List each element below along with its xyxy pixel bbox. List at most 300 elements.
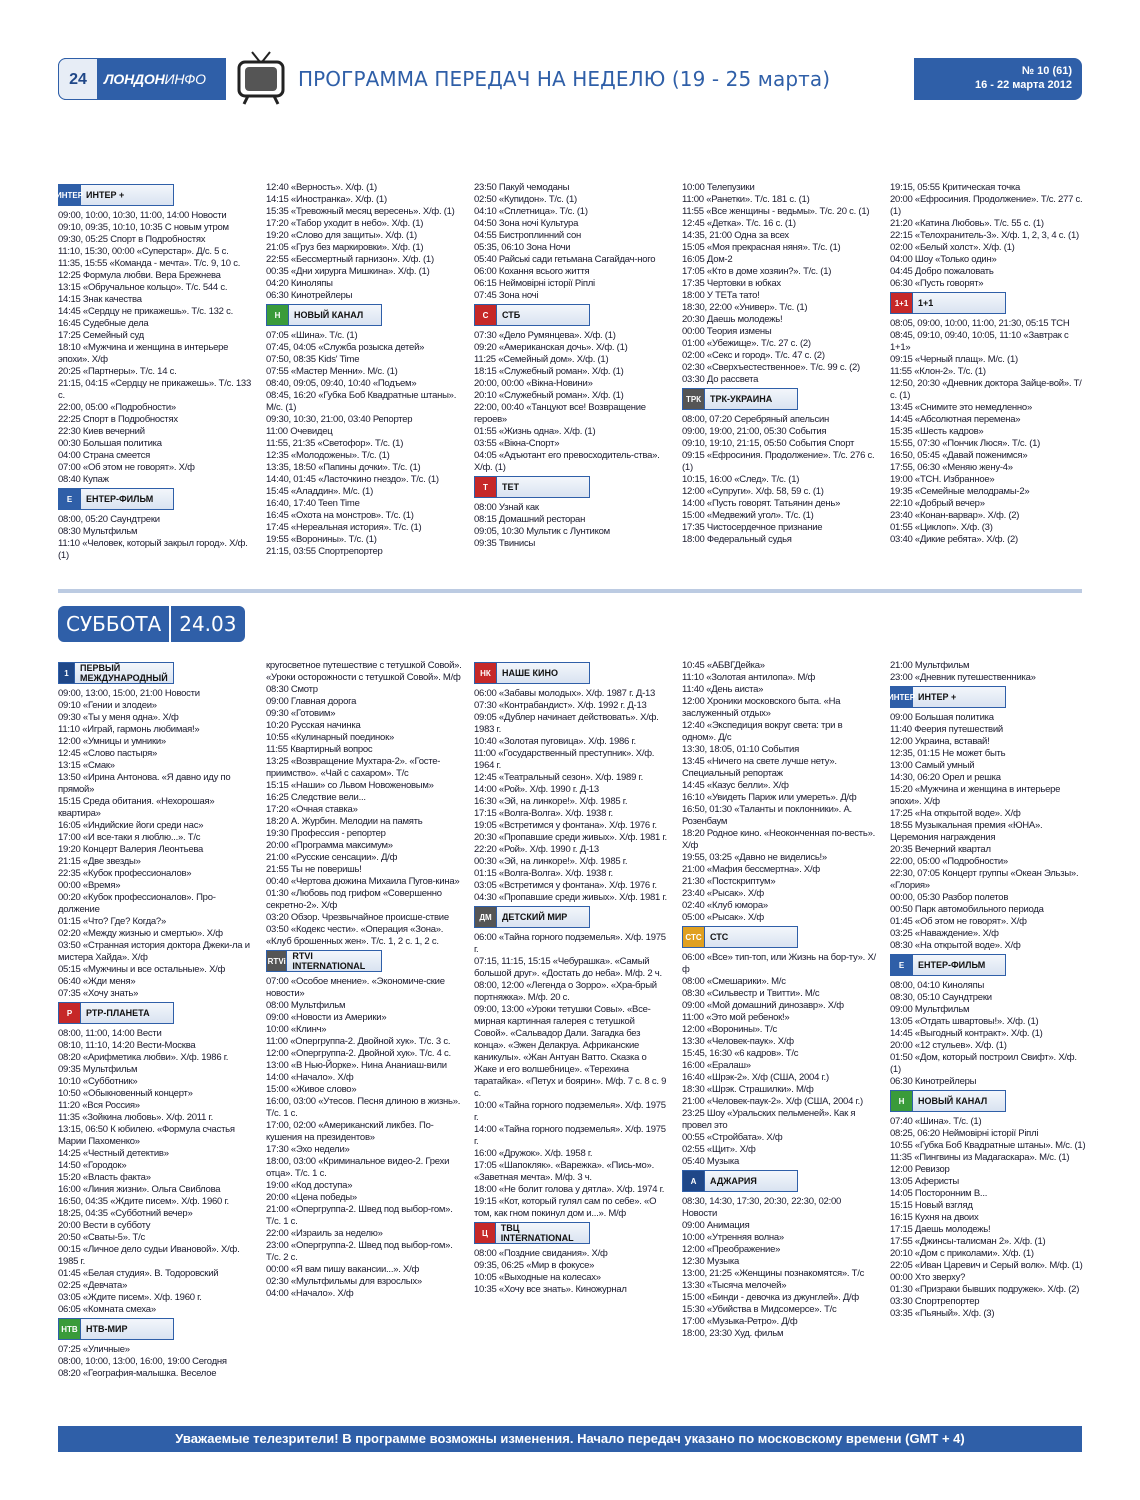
program-entry: 14:35, 21:00 Одна за всех (682, 230, 789, 241)
program-entry: 08:40, 09:05, 09:40, 10:40 «Подъем» (266, 378, 417, 389)
program-entry: 11:55 «Клон-2». Т/с. (1) (890, 366, 986, 377)
program-entry: 14:00 «Тайна горного подземелья». Х/ф. 1975 г. (474, 1124, 666, 1147)
program-entry: 09:00 Главная дорога (266, 696, 357, 707)
program-entry: 15:15 «Наши» со Львом Новоженовым» (266, 780, 434, 791)
channel-name: ДЕТСКИЙ МИР (502, 912, 568, 922)
channel-name: ПЕРВЫЙ МЕЖДУНАРОДНЫЙ (79, 663, 168, 683)
program-entry: 14:00 «Начало». Х/ф (266, 1072, 354, 1083)
channel-name: НАШЕ КИНО (502, 668, 559, 678)
program-entry: 08:00, 12:00 «Легенда о Зорро». «Хра-брый портняжка». М/ф. 20 с. (474, 980, 657, 1003)
program-entry: 20:00 Вести в субботу (58, 1220, 151, 1231)
program-entry: 17:30 «Эхо недели» (266, 1144, 350, 1155)
program-entry: 09:00 «Мой домашний динозавр». Х/ф (682, 1000, 844, 1011)
program-entry: 11:10 «Золотая антилопа». М/ф (682, 672, 816, 683)
program-entry: 17:00 «Музыка-Ретро». Д/ф (682, 1316, 798, 1327)
program-entry: 07:55 «Мастер Менни». М/с. (1) (266, 366, 398, 377)
program-entry: 13:15, 06:50 К юбилею. «Формула счастья Марии Пахоменко» (58, 1124, 235, 1147)
program-entry: 17:15 «Волга-Волга». Х/ф. 1938 г. (474, 808, 613, 819)
program-entry: 22:55 «Бессмертный гарнизон». Х/ф. (1) (266, 254, 434, 265)
program-entry: 12:45 «Детка». Т/с. 16 с. (1) (682, 218, 796, 229)
program-entry: 22:20 «Рой». Х/ф. 1990 г. Д-13 (474, 844, 599, 855)
program-entry: 19:15 «Кот, который гулял сам по себе». «О том, как гном покинул дом и...». М/ф (474, 1196, 657, 1219)
program-entry: 10:00 «Тайна горного подземелья». Х/ф. 1975 г. (474, 1100, 666, 1123)
program-entry: 22:25 Спорт в Подробностях (58, 414, 178, 425)
program-entry: 23:50 Пакуй чемоданы (474, 182, 570, 193)
program-entry: 16:00 «Ералаш» (682, 1060, 751, 1071)
channel-logo-icon: А (683, 1171, 705, 1191)
program-entry: 11:40 «День аиста» (682, 684, 764, 695)
program-entry: 17:05 «Кто в доме хозяин?». Т/с. (1) (682, 266, 832, 277)
program-entry: 20:10 «Дом с приколами». Х/ф. (1) (890, 1248, 1034, 1259)
program-entry: 15:00 «Живое слово» (266, 1084, 357, 1095)
program-entry: 20:30 «Пропавшие среди живых». Х/ф. 1981 г. (474, 832, 667, 843)
program-entry: 09:35, 06:25 «Мир в фокусе» (474, 1260, 595, 1271)
program-entry: 12:00 «Супруги». Х/ф. 58, 59 с. (1) (682, 486, 824, 497)
program-entry: 16:45 «Охота на монстров». Т/с. (1) (266, 510, 414, 521)
program-entry: 13:35, 18:50 «Папины дочки». Т/с. (1) (266, 462, 421, 473)
program-entry: 12:00 «Опергруппа-2. Двойной хук». Т/с. 4 с. (266, 1048, 451, 1059)
program-entry: 01:00 «Убежище». Т/с. 27 с. (2) (682, 338, 811, 349)
program-entry: 21:15, 04:15 «Сердцу не прикажешь». Т/с. 133 с. (58, 378, 251, 401)
program-entry: 04:00 Шоу «Только один» (890, 254, 997, 265)
program-entry: кругосветное путешествие с тетушкой Совой». «Уроки осторожности с тетушкой Совой». М/ф (266, 660, 462, 683)
program-entry: 09:05 «Дублер начинает действовать». Х/ф. 1983 г. (474, 712, 659, 735)
program-entry: 08:20 «География-малышка. Веселое (58, 1368, 217, 1379)
channel-logo-icon: Н (891, 1091, 913, 1111)
program-entry: 05:35, 06:10 Зона Ночи (474, 242, 571, 253)
program-entry: 17:00, 02:00 «Американский ликбез. По-кушения на президентов» (266, 1120, 434, 1143)
program-entry: 17:35 Чистосердечное признание (682, 522, 823, 533)
program-entry: 00:00 «Я вам пишу вакансии...». Х/ф (266, 1264, 420, 1275)
program-entry: 18:20 А. Журбин. Мелодии на память (266, 816, 423, 827)
footer-notice: Уважаемые телезрители! В программе возможны изменения. Начало передач указано по московскому времени (GMT + 4) (58, 1426, 1082, 1452)
channel-name: СТС (710, 932, 729, 942)
channel-name: 1+1 (918, 298, 934, 308)
program-entry: 09:35 Мультфильм (58, 1064, 138, 1075)
program-entry: 08:20 «Арифметика любви». Х/ф. 1986 г. (58, 1052, 229, 1063)
program-entry: 20:00 «Программа максимум» (266, 840, 393, 851)
program-entry: 06:15 Неймовірні історії Ріплі (474, 278, 595, 289)
program-entry: 09:00 Большая политика (890, 712, 994, 723)
program-entry: 13:45 «Ничего на свете лучше нету». Специальный репортаж (682, 756, 837, 779)
program-entry: 18:55 Музыкальная премия «ЮНА». Церемония награждения (890, 820, 1043, 843)
program-entry: 03:30 Спортрепортер (890, 1296, 980, 1307)
channel-logo-icon: Н (267, 305, 289, 325)
program-entry: 13:45 «Снимите это немедленно» (890, 402, 1032, 413)
program-entry: 00:30 «Эй, на линкоре!». Х/ф. 1985 г. (474, 856, 628, 867)
program-entry: 02:55 «Щит». Х/ф (682, 1144, 756, 1155)
program-entry: 12:40 «Экспедиция вокруг света: три в одном». Д/с (682, 720, 843, 743)
program-entry: 10:55 «Губка Боб Квадратные штаны». М/с. (1) (890, 1140, 1086, 1151)
program-entry: 01:15 «Что? Где? Когда?» (58, 916, 166, 927)
program-entry: 09:30 «Ты у меня одна». Х/ф (58, 712, 179, 723)
program-entry: 08:00 «Поздние свидания». Х/ф (474, 1248, 608, 1259)
program-entry: 03:40 «Дикие ребята». Х/ф. (2) (890, 534, 1018, 545)
program-entry: 17:55 «Джинсы-талисман 2». Х/ф. (1) (890, 1236, 1046, 1247)
program-entry: 17:45 «Нереальная история». Т/с. (1) (266, 522, 422, 533)
program-entry: 20:00 «Цена победы» (266, 1192, 357, 1203)
program-entry: 08:45, 16:20 «Губка Боб Квадратные штаны». М/с. (1) (266, 390, 457, 413)
channel-name: ТРК-УКРАИНА (710, 394, 773, 404)
page-title: ПРОГРАММА ПЕРЕДАЧ НА НЕДЕЛЮ (19 - 25 марта) (298, 67, 831, 91)
program-entry: 09:35 Твинисы (474, 538, 536, 549)
program-entry: 22:00, 05:00 «Подробности» (58, 402, 176, 413)
program-entry: 09:10 «Гении и злодеи» (58, 700, 157, 711)
program-entry: 12:45 «Театральный сезон». Х/ф. 1989 г. (474, 772, 643, 783)
program-entry: 16:00 «Дружок». Х/ф. 1958 г. (474, 1148, 593, 1159)
program-entry: 02:00 «Белый холст». Х/ф. (1) (890, 242, 1015, 253)
program-entry: 11:10 «Играй, гармонь любимая!» (58, 724, 200, 735)
program-entry: 07:35 «Хочу знать» (58, 988, 139, 999)
program-entry: 16:25 Следствие вели... (266, 792, 366, 803)
program-entry: 07:15, 11:15, 15:15 «Чебурашка». «Самый большой друг». «Достать до неба». М/ф. 2 ч. (474, 956, 662, 979)
program-entry: 00:00, 05:30 Разбор полетов (890, 892, 1009, 903)
channel-name: ИНТЕР + (86, 190, 125, 200)
program-entry: 10:05 «Выходные на колесах» (474, 1272, 601, 1283)
program-entry: 19:00 «ТСН. Избранное» (890, 474, 995, 485)
program-entry: 11:35 «Зойкина любовь». Х/ф. 2011 г. (58, 1112, 213, 1123)
program-entry: 04:20 Киноляпы (266, 278, 333, 289)
program-entry: 10:15, 16:00 «След». Т/с. (1) (682, 474, 800, 485)
day-name: СУББОТА (58, 606, 169, 642)
program-entry: 18:20 Родное кино. «Неоконченная по-весть». Х/ф (682, 828, 876, 851)
program-entry: 18:00 Федеральный судья (682, 534, 792, 545)
channel-header (890, 1090, 1006, 1112)
schedule-column (474, 660, 670, 1296)
program-entry: 22:00, 00:40 «Танцуют все! Возвращение героев» (474, 402, 646, 425)
program-entry: 03:05 «Встретимся у фонтана». Х/ф. 1976 г. (474, 880, 657, 891)
tv-icon (236, 50, 286, 106)
program-entry: 15:35 «Шесть кадров» (890, 426, 984, 437)
program-entry: 07:45 Зона ночі (474, 290, 539, 301)
program-entry: 21:05 «Груз без маркировки». Х/ф. (1) (266, 242, 424, 253)
schedule-column (474, 182, 670, 550)
program-entry: 21:00 «Русские сенсации». Д/ф (266, 852, 398, 863)
program-entry: 13:30, 18:05, 01:10 События (682, 744, 799, 755)
channel-header (266, 950, 382, 972)
program-entry: 14:00 «Рой». Х/ф. 1990 г. Д-13 (474, 784, 599, 795)
program-entry: 03:25 «Наваждение». Х/ф (890, 928, 999, 939)
program-entry: 14:25 «Честный детектив» (58, 1148, 169, 1159)
program-entry: 10:40 «Золотая пуговица». Х/ф. 1986 г. (474, 736, 636, 747)
program-entry: 12:00 «Умницы и умники» (58, 736, 166, 747)
channel-header (58, 488, 174, 510)
channel-header (474, 906, 590, 928)
schedule-column (890, 182, 1086, 546)
issue-number: № 10 (61) (1021, 65, 1072, 77)
program-entry: 07:00 «Об этом не говорят». Х/ф (58, 462, 195, 473)
logo (104, 58, 206, 100)
program-entry: 02:00 «Секс и город». Т/с. 47 с. (2) (682, 350, 825, 361)
program-entry: 15:00 «Бинди - девочка из джунглей». Д/ф (682, 1292, 859, 1303)
program-entry: 07:30 «Контрабандист». Х/ф. 1992 г. Д-13 (474, 700, 647, 711)
program-entry: 02:40 «Клуб юмора» (682, 900, 768, 911)
channel-logo-icon: Т (475, 477, 497, 497)
program-entry: 09:00, 13:00 «Уроки тетушки Совы». «Все-мирная картинная галерея с тетушкой Совой». «Сальвадор Дали. Загадка без конца». «Эжен Делакруа. Африканские каникулы». «Жан Антуан Ватто. Сказка о Жаке и его волшебнице». «Терехина таратайка». «Петух и боярин». М/ф. 7 с. 8 с. 9 с. (474, 1004, 667, 1099)
program-entry: 16:15 Кухня на двоих (890, 1212, 979, 1223)
program-entry: 13:15 «Обручальное кольцо». Т/с. 544 с. (58, 282, 228, 293)
program-entry: 20:50 «Сваты-5». Т/с (58, 1232, 145, 1243)
header-left-bar (58, 58, 226, 100)
program-entry: 12:00 Украина, вставай! (890, 736, 990, 747)
program-entry: 17:55, 06:30 «Меняю жену-4» (890, 462, 1013, 473)
program-entry: 14:15 Знак качества (58, 294, 142, 305)
program-entry: 21:00 «Человек-паук-2». Х/ф (США, 2004 г.) (682, 1096, 863, 1107)
program-entry: 09:30, 05:25 Спорт в Подробностях (58, 234, 206, 245)
program-entry: 14:30, 06:20 Орел и решка (890, 772, 1001, 783)
program-entry: 09:00, 10:00, 10:30, 11:00, 14:00 Новости (58, 210, 227, 221)
schedule-column (887, 660, 1086, 1320)
program-entry: 23:00 «Дневник путешественника» (890, 672, 1036, 683)
program-entry: 14:40, 01:45 «Ласточкино гнездо». Т/с. (1) (266, 474, 439, 485)
program-entry: 23:40 «Конан-варвар». Х/ф. (2) (890, 510, 1020, 521)
program-entry: 12:00 Ревизор (890, 1164, 950, 1175)
channel-name: СТБ (502, 310, 521, 320)
logo-part2: ИНФО (164, 71, 206, 87)
program-entry: 11:00 «Опергруппа-2. Двойной хук». Т/с. 3 с. (266, 1036, 451, 1047)
program-entry: 04:00 Страна смеется (58, 450, 151, 461)
channel-name: ЕНТЕР-ФИЛЬМ (86, 494, 154, 504)
program-entry: 16:00 «Линия жизни». Ольга Свиблова (58, 1184, 221, 1195)
program-entry: 15:15 Новый взгляд (890, 1200, 973, 1211)
program-entry: 22:30 Киев вечерний (58, 426, 145, 437)
channel-logo-icon: RTVi (267, 951, 287, 971)
program-entry: 21:30 «Постскриптум» (682, 876, 776, 887)
channel-header (682, 1170, 798, 1192)
program-entry: 08:00, 10:00, 13:00, 16:00, 19:00 Сегодня (58, 1356, 227, 1367)
channel-name: ТВЦ INTERNATIONAL (500, 1223, 574, 1243)
channel-header (58, 662, 174, 684)
program-entry: 10:00 «Утренняя волна» (682, 1232, 784, 1243)
program-entry: 07:50, 08:35 Kids' Time (266, 354, 360, 365)
program-entry: 02:25 «Девчата» (58, 1280, 128, 1291)
issue-dates: 16 - 22 марта 2012 (974, 79, 1072, 91)
program-entry: 01:45 «Белая студия». В. Тодоровский (58, 1268, 219, 1279)
program-entry: 20:25 «Партнеры». Т/с. 14 с. (58, 366, 177, 377)
program-entry: 21:55 Ты не поверишь! (266, 864, 362, 875)
program-entry: 01:55 «Жизнь одна». Х/ф. (1) (474, 426, 596, 437)
program-entry: 13:15 «Смак» (58, 760, 115, 771)
program-entry: 09:10, 19:10, 21:15, 05:50 События Спорт (682, 438, 855, 449)
schedule-column (55, 182, 254, 562)
program-entry: 00:55 «Стройбата». Х/ф (682, 1132, 783, 1143)
program-entry: 18:00, 03:00 «Криминальное видео-2. Грехи отца». Т/с. 1 с. (266, 1156, 450, 1179)
program-entry: 00:50 Парк автомобильного периода (890, 904, 1044, 915)
program-entry: 09:30, 10:30, 21:00, 03:40 Репортер (266, 414, 413, 425)
program-entry: 12:00 Хроники московского быта. «На заслуженный отдых» (682, 696, 841, 719)
channel-logo-icon: E (891, 955, 913, 975)
program-entry: 09:10, 09:35, 10:10, 10:35 С новым утром (58, 222, 229, 233)
program-entry: 06:00 «Тайна горного подземелья». Х/ф. 1975 г. (474, 932, 666, 955)
schedule-column (682, 660, 878, 1340)
program-entry: 11:55 Квартирный вопрос (266, 744, 373, 755)
program-entry: 14:15 «Иностранка». Х/ф. (1) (266, 194, 387, 205)
program-entry: 04:10 «Сплетница». Т/с. (1) (474, 206, 588, 217)
program-entry: 17:20 «Табор уходит в небо». Х/ф. (1) (266, 218, 424, 229)
program-entry: 23:40 «Рысак». Х/ф (682, 888, 764, 899)
program-entry: 11:00 «Государственный преступник». Х/ф. 1964 г. (474, 748, 655, 771)
program-entry: 21:15 «Две звезды» (58, 856, 141, 867)
program-entry: 20:35 Вечерний квартал (890, 844, 991, 855)
program-entry: 15:00 «Медвежий угол». Т/с. (1) (682, 510, 814, 521)
program-entry: 00:15 «Личное дело судьи Ивановой». Х/ф. 1985 г. (58, 1244, 240, 1267)
program-entry: 16:50, 04:35 «Ждите писем». Х/ф. 1960 г. (58, 1196, 229, 1207)
channel-name: АДЖАРИЯ (710, 1176, 757, 1186)
program-entry: 15:45, 16:30 «6 кадров». Т/с (682, 1048, 799, 1059)
program-entry: 02:30 «Мультфильмы для взрослых» (266, 1276, 422, 1287)
program-entry: 05:00 «Рысак». Х/ф (682, 912, 764, 923)
program-entry: 08:30 «На открытой воде». Х/ф (890, 940, 1021, 951)
program-entry: 08:00 «Смешарики». М/с (682, 976, 786, 987)
program-entry: 08:45, 09:10, 09:40, 10:05, 11:10 «Завтрак с 1+1» (890, 330, 1069, 353)
program-entry: 20:00 «Ефросиния. Продолжение». Т/с. 277 с. (1) (890, 194, 1083, 217)
program-entry: 22:15 «Телохранитель-3». Х/ф. 1, 2, 3, 4 с. (1) (890, 230, 1079, 241)
program-entry: 08:25, 06:20 Неймовірні історії Ріплі (890, 1128, 1039, 1139)
program-entry: 12:40 «Верность». Х/ф. (1) (266, 182, 377, 193)
program-entry: 19:55, 03:25 «Давно не виделись!» (682, 852, 827, 863)
program-entry: 10:55 «Кулинарный поединок» (266, 732, 395, 743)
program-entry: 15:05 «Моя прекрасная няня». Т/с. (1) (682, 242, 841, 253)
channel-name: НТВ-МИР (86, 1324, 128, 1334)
channel-logo-icon: СТС (683, 927, 705, 947)
issue-box (914, 58, 1082, 100)
program-entry: 18:30, 22:00 «Универ». Т/с. (1) (682, 302, 808, 313)
channel-logo-icon: НК (475, 663, 497, 683)
program-entry: 06:00 «Забавы молодых». Х/ф. 1987 г. Д-13 (474, 688, 656, 699)
channel-logo-icon: E (59, 489, 81, 509)
program-entry: 00:00 Теория измены (682, 326, 772, 337)
channel-name: НОВЫЙ КАНАЛ (294, 310, 364, 320)
program-entry: 15:20 «Мужчина и женщина в интерьере эпохи». Х/ф (890, 784, 1061, 807)
program-entry: 16:05 Дом-2 (682, 254, 733, 265)
program-entry: 04:30 «Пропавшие среди живых». Х/ф. 1981 г. (474, 892, 667, 903)
program-entry: 16:05 «Индийские йоги среди нас» (58, 820, 204, 831)
program-entry: 21:20 «Катина Любовь». Т/с. 55 с. (1) (890, 218, 1044, 229)
channel-header (474, 1222, 590, 1244)
program-entry: 15:20 «Власть факта» (58, 1172, 151, 1183)
program-entry: 16:00, 03:00 «Утесов. Песня длиною в жизнь». Т/с. 1 с. (266, 1096, 461, 1119)
program-entry: 10:20 Русская начинка (266, 720, 361, 731)
program-entry: 08:30, 14:30, 17:30, 20:30, 22:30, 02:00 Новости (682, 1196, 842, 1219)
day-date: 24.03 (169, 606, 244, 642)
program-entry: 11:25 «Семейный дом». Х/ф. (1) (474, 354, 609, 365)
program-entry: 06:00 «Все» тип-топ, или Жизнь на бор-ту». Х/ф (682, 952, 876, 975)
program-entry: 18:10 «Мужчина и женщина в интерьере эпохи». Х/ф (58, 342, 229, 365)
program-entry: 08:30, 05:10 Саундтреки (890, 992, 992, 1003)
schedule-column (58, 660, 254, 1380)
program-entry: 01:15 «Волга-Волга». Х/ф. 1938 г. (474, 868, 613, 879)
program-entry: 22:10 «Добрый вечер» (890, 498, 985, 509)
program-entry: 14:45 «Казус белли». Х/ф (682, 780, 789, 791)
program-entry: 08:10, 11:10, 14:20 Вести-Москва (58, 1040, 196, 1051)
program-entry: 03:50 «Странная история доктора Джеки-ла и мистера Хайда». Х/ф (58, 940, 250, 963)
program-entry: 13:25 «Возвращение Мухтара-2». «Госте-приимство». «Чай с сахаром». Т/с (266, 756, 441, 779)
channel-header (890, 954, 1006, 976)
program-entry: 10:35 «Хочу все знать». Киножурнал (474, 1284, 627, 1295)
program-entry: 14:50 «Городок» (58, 1160, 127, 1171)
program-entry: 12:35, 01:15 Не может быть (890, 748, 1006, 759)
program-entry: 16:10 «Увидеть Париж или умереть». Д/ф (682, 792, 857, 803)
channel-header (887, 686, 1006, 708)
program-entry: 06:30 «Пусть говорят» (890, 278, 984, 289)
program-entry: 04:05 «Адъютант его превосходитель-ства». Х/ф. (1) (474, 450, 660, 473)
program-entry: 19:00 «Код доступа» (266, 1180, 353, 1191)
program-entry: 08:00, 04:10 Киноляпы (890, 980, 985, 991)
channel-header (474, 304, 590, 326)
channel-header (474, 476, 590, 498)
program-entry: 03:30 До рассвета (682, 374, 759, 385)
program-entry: 15:55, 07:30 «Пончик Люся». Т/с. (1) (890, 438, 1041, 449)
channel-logo-icon: НТВ (59, 1319, 81, 1339)
program-entry: 07:25 «Уличные» (58, 1344, 130, 1355)
program-entry: 10:00 «Клинч» (266, 1024, 327, 1035)
program-entry: 12:00 «Преображение» (682, 1244, 781, 1255)
program-entry: 20:00, 00:00 «Вікна-Новини» (474, 378, 593, 389)
program-entry: 00:00 «Время» (58, 880, 121, 891)
program-entry: 21:00 «Опергруппа-2. Швед под выбор-гом». Т/с. 1 с. (266, 1204, 453, 1227)
program-entry: 17:25 Семейный суд (58, 330, 144, 341)
program-entry: 02:20 «Между жизнью и смертью». Х/ф (58, 928, 223, 939)
program-entry: 21:15, 03:55 Спортрепортер (266, 546, 383, 557)
program-entry: 09:20 «Американская дочь». Х/ф. (1) (474, 342, 628, 353)
program-entry: 19:20 Концерт Валерия Леонтьева (58, 844, 204, 855)
program-entry: 11:00 «Это мой ребенок!» (682, 1012, 790, 1023)
program-entry: 09:15 «Черный плащ». М/с. (1) (890, 354, 1018, 365)
channel-header (58, 1002, 174, 1024)
channel-header (890, 292, 1006, 314)
program-entry: 01:50 «Дом, который построил Свифт». Х/ф. (1) (890, 1052, 1077, 1075)
program-entry: 12:35 «Молодожены». Т/с. (1) (266, 450, 390, 461)
day-label (58, 606, 245, 642)
program-entry: 00:00 Хто зверху? (890, 1272, 966, 1283)
program-entry: 19:55 «Воронины». Т/с. (1) (266, 534, 377, 545)
program-entry: 20:10 «Служебный роман». Х/ф. (1) (474, 390, 624, 401)
channel-name: НОВЫЙ КАНАЛ (918, 1096, 988, 1106)
schedule-column (266, 660, 462, 1300)
program-entry: 19:05 «Встретимся у фонтана». Х/ф. 1976 г. (474, 820, 657, 831)
program-entry: 04:50 Зона ночі Культура (474, 218, 579, 229)
section-divider (58, 589, 1082, 593)
program-entry: 06:00 Кохання всього життя (474, 266, 590, 277)
program-entry: 10:00 Телепузики (682, 182, 755, 193)
channel-logo-icon: ДМ (475, 907, 497, 927)
logo-part1: ЛОНДОН (104, 71, 165, 87)
program-entry: 23:25 Шоу «Уральских пельменей». Как я провел это (682, 1108, 856, 1131)
program-entry: 12:45 «Слово пастыря» (58, 748, 158, 759)
program-entry: 11:00 Очевидец (266, 426, 333, 437)
program-entry: 00:30 Большая политика (58, 438, 162, 449)
program-entry: 16:45 Судебные дела (58, 318, 149, 329)
program-entry: 13:00 «В Нью-Йорке». Нина Ананиаш-вили (266, 1060, 447, 1071)
program-entry: 10:45 «АБВГДейка» (682, 660, 765, 671)
program-entry: 16:50, 01:30 «Таланты и поклонники». А. Розенбаум (682, 804, 852, 827)
channel-header (682, 388, 798, 410)
program-entry: 12:30 Музыка (682, 1256, 740, 1267)
program-entry: 21:00 Мультфильм (890, 660, 970, 671)
program-entry: 13:00 Самый умный (890, 760, 975, 771)
program-entry: 10:10 «Субботник» (58, 1076, 138, 1087)
program-entry: 06:30 Кинотрейлеры (266, 290, 353, 301)
channel-logo-icon: Р (59, 1003, 81, 1023)
channel-logo-icon: 1+1 (891, 293, 913, 313)
program-entry: 09:15 «Ефросиния. Продолжение». Т/с. 276 с. (1) (682, 450, 875, 473)
program-entry: 12:00 «Воронины». Т/с (682, 1024, 778, 1035)
channel-header (682, 926, 798, 948)
program-entry: 18:15 «Служебный роман». Х/ф. (1) (474, 366, 624, 377)
channel-logo-icon: Ц (475, 1223, 496, 1243)
program-entry: 07:45, 04:05 «Служба розыска детей» (266, 342, 425, 353)
channel-name: ЕНТЕР-ФИЛЬМ (918, 960, 986, 970)
